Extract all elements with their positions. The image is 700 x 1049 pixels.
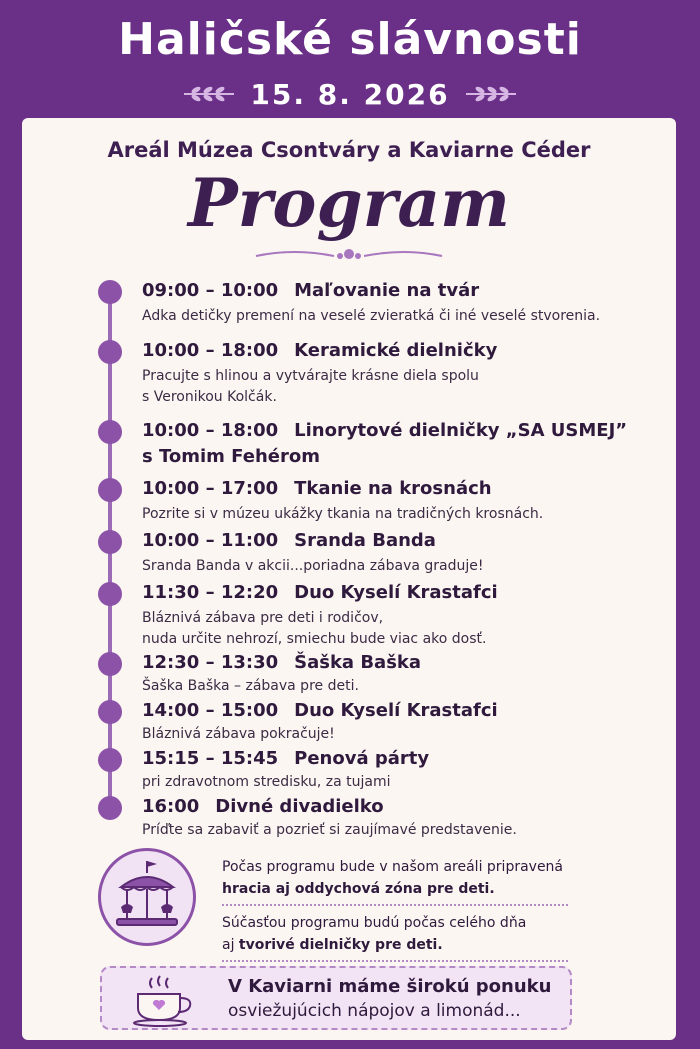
timeline-dot	[98, 420, 122, 444]
event-desc-line: pri zdravotnom stredisku, za tujami	[142, 774, 391, 790]
event-heading	[142, 338, 652, 364]
event-heading	[142, 418, 652, 470]
workshops-info	[222, 912, 572, 956]
event-time: 10:00 – 18:00	[142, 420, 279, 441]
event-desc-line: Pracujte s hlinou a vytvárajte krásne diela spolu	[142, 368, 479, 384]
event-title: Tkanie na krosnách	[294, 478, 492, 499]
event-desc-line: Šaška Baška – zábava pre deti.	[142, 678, 359, 694]
program-card	[22, 118, 676, 1040]
event-heading	[142, 476, 652, 502]
event-heading	[142, 650, 652, 676]
event-time: 10:00 – 18:00	[142, 340, 279, 361]
event-desc-line: Príďte sa zabaviť a pozrieť si zaujímavé predstavenie.	[142, 822, 517, 838]
workshops-line: Súčasťou programu budú počas celého dňa	[222, 915, 527, 931]
event-title: Duo Kyselí Krastafci	[294, 582, 498, 603]
event-date: 15. 8. 2026	[250, 77, 450, 111]
cafe-subline: osviežujúcich nápojov a limonád...	[228, 1001, 521, 1021]
event-heading	[142, 278, 652, 304]
event-description	[142, 724, 642, 745]
timeline-dot	[98, 796, 122, 820]
event-description	[142, 556, 642, 577]
event-description	[142, 676, 642, 697]
event-title: Keramické dielničky	[294, 340, 498, 361]
carousel-badge	[98, 848, 196, 946]
event-description	[142, 366, 642, 408]
event-time: 10:00 – 11:00	[142, 530, 279, 551]
cafe-banner	[100, 966, 572, 1030]
event-time: 12:30 – 13:30	[142, 652, 279, 673]
cafe-headline: V Kaviarni máme širokú ponuku	[228, 976, 552, 997]
event-time: 16:00	[142, 796, 200, 817]
workshops-prefix: aj	[222, 937, 239, 953]
poster-title: Haličské slávnosti	[118, 14, 582, 65]
play-zone-info	[222, 856, 572, 900]
event-description	[142, 820, 642, 841]
event-desc-line: Sranda Banda v akcii...poriadna zábava graduje!	[142, 558, 484, 574]
dotted-divider	[222, 960, 568, 962]
event-title: Penová párty	[294, 748, 430, 769]
event-time: 15:15 – 15:45	[142, 748, 279, 769]
event-desc-line: Adka detičky premení na veselé zvieratká či iné veselé stvorenia.	[142, 308, 601, 324]
event-title: Linorytové dielničky „SA USMEJ”	[294, 420, 628, 441]
timeline-dot	[98, 340, 122, 364]
event-time: 10:00 – 17:00	[142, 478, 279, 499]
timeline-dot	[98, 478, 122, 502]
event-desc-line: Pozrite si v múzeu ukážky tkania na tradičných krosnách.	[142, 506, 544, 522]
event-desc-line: nuda určite nehrozí, smiechu bude viac ako dosť.	[142, 631, 487, 647]
event-title: Divné divadielko	[215, 796, 384, 817]
event-desc-line: Bláznivá zábava pokračuje!	[142, 726, 335, 742]
event-description	[142, 504, 642, 525]
timeline-dot	[98, 582, 122, 606]
event-time: 14:00 – 15:00	[142, 700, 279, 721]
timeline-dot	[98, 652, 122, 676]
event-description	[142, 306, 642, 327]
venue: Areál Múzea Csontváry a Kaviarne Céder	[107, 138, 591, 162]
carousel-icon	[101, 851, 193, 943]
event-heading	[142, 580, 652, 606]
event-heading	[142, 746, 652, 772]
flourish-icon	[254, 244, 444, 264]
workshops-highlight: tvorivé dielničky pre deti.	[238, 937, 443, 953]
event-description	[142, 772, 642, 793]
timeline-dot	[98, 530, 122, 554]
play-zone-highlight: hracia aj oddychová zóna pre deti.	[222, 881, 495, 897]
event-heading	[142, 794, 652, 820]
event-desc-line: s Veronikou Kolčák.	[142, 389, 277, 405]
event-heading	[142, 528, 652, 554]
timeline-dot	[98, 748, 122, 772]
date-row	[0, 74, 700, 114]
event-time: 09:00 – 10:00	[142, 280, 279, 301]
dotted-divider	[222, 904, 568, 906]
program-heading: Program	[188, 164, 510, 242]
event-desc-line: Bláznivá zábava pre deti i rodičov,	[142, 610, 384, 626]
event-heading	[142, 698, 652, 724]
event-title: Sranda Banda	[294, 530, 436, 551]
event-title: Duo Kyselí Krastafci	[294, 700, 498, 721]
event-title: Šaška Baška	[294, 652, 422, 673]
event-title-cont: s Tomim Fehérom	[142, 446, 320, 467]
event-description	[142, 608, 642, 650]
event-title: Maľovanie na tvár	[294, 280, 480, 301]
timeline-dot	[98, 280, 122, 304]
coffee-cup-icon	[130, 974, 200, 1028]
timeline-dot	[98, 700, 122, 724]
event-time: 11:30 – 12:20	[142, 582, 279, 603]
play-zone-line: Počas programu bude v našom areáli pripravená	[222, 859, 564, 875]
sprig-icon	[182, 84, 236, 104]
sprig-icon	[464, 84, 518, 104]
